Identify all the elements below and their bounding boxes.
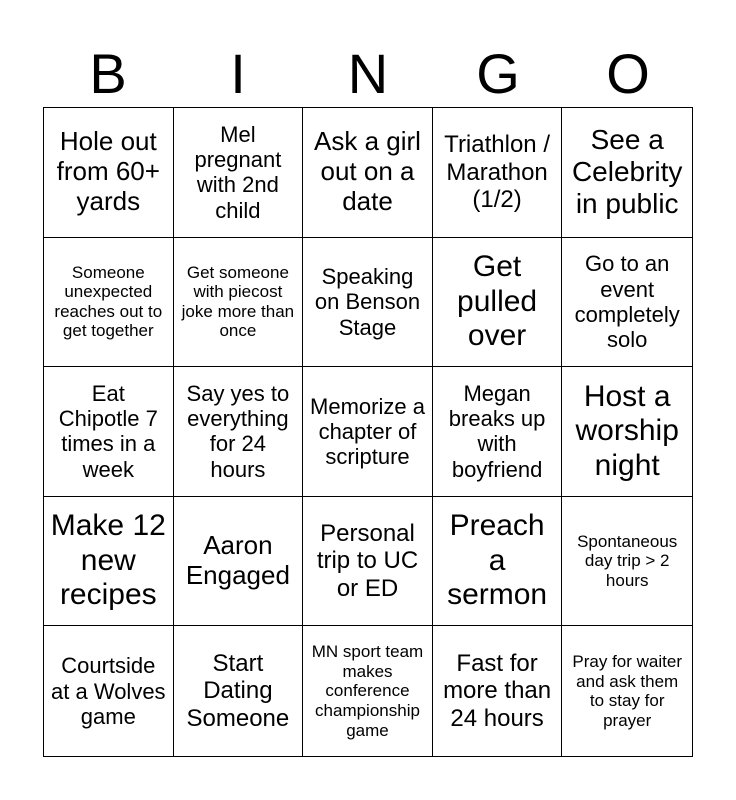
bingo-cell-text: Ask a girl out on a date: [314, 126, 421, 217]
bingo-cell-text: Say yes to everything for 24 hours: [186, 380, 290, 482]
bingo-cell[interactable]: [44, 626, 174, 756]
bingo-cell[interactable]: [174, 626, 304, 756]
bingo-cell-text: Go to an event completely solo: [574, 251, 680, 353]
bingo-cell[interactable]: [44, 108, 174, 238]
bingo-cell-text: Get someone with piecost joke more than once: [181, 262, 295, 341]
bingo-cell[interactable]: [303, 626, 433, 756]
bingo-cell[interactable]: [174, 367, 304, 497]
bingo-header: [43, 40, 693, 108]
bingo-cell[interactable]: [303, 238, 433, 368]
bingo-cell-text: Pray for waiter and ask them to stay for prayer: [572, 652, 682, 730]
bingo-cell-text: Megan breaks up with boyfriend: [448, 380, 546, 482]
bingo-cell-text: Triathlon / Marathon (1/2): [444, 130, 550, 214]
bingo-cell-text: Preach a sermon: [447, 509, 548, 612]
bingo-cell-text: Mel pregnant with 2nd child: [194, 121, 282, 223]
header-letter-o: O: [606, 42, 650, 105]
bingo-cell-text: Get pulled over: [457, 250, 538, 353]
bingo-cell[interactable]: [433, 367, 563, 497]
bingo-cell-text: Aaron Engaged: [185, 530, 290, 591]
header-letter-n: N: [347, 42, 389, 105]
header-letter-g: G: [476, 42, 520, 105]
bingo-cell-text: Personal trip to UC or ED: [316, 519, 419, 602]
bingo-cell[interactable]: [562, 367, 692, 497]
bingo-cell[interactable]: [433, 108, 563, 238]
bingo-cell[interactable]: [44, 238, 174, 368]
bingo-card-grid: [43, 107, 693, 757]
bingo-cell[interactable]: [303, 367, 433, 497]
header-letter-b: B: [89, 42, 127, 105]
bingo-cell-text: See a Celebrity in public: [571, 124, 683, 220]
bingo-cell[interactable]: [44, 497, 174, 627]
bingo-cell[interactable]: [433, 626, 563, 756]
bingo-cell[interactable]: [174, 108, 304, 238]
bingo-cell[interactable]: [562, 626, 692, 756]
bingo-cell[interactable]: [562, 497, 692, 627]
bingo-cell[interactable]: [174, 497, 304, 627]
bingo-cell-text: Host a worship night: [575, 379, 679, 482]
bingo-cell-text: Eat Chipotle 7 times in a week: [58, 380, 158, 482]
bingo-cell-text: Fast for more than 24 hours: [443, 649, 552, 732]
bingo-cell-text: Hole out from 60+ yards: [56, 126, 160, 217]
bingo-cell-text: Start Dating Someone: [186, 649, 290, 732]
bingo-cell[interactable]: [562, 108, 692, 238]
bingo-cell-text: Memorize a chapter of scripture: [310, 393, 425, 470]
bingo-cell[interactable]: [303, 108, 433, 238]
bingo-cell-text: Courtside at a Wolves game: [51, 653, 166, 729]
bingo-cell-text: Spontaneous day trip > 2 hours: [577, 531, 678, 590]
header-letter-i: I: [230, 42, 246, 105]
bingo-cell-text: MN sport team makes conference championship game: [311, 642, 424, 740]
bingo-cell[interactable]: [174, 238, 304, 368]
bingo-cell[interactable]: [433, 497, 563, 627]
bingo-cell-text: Make 12 new recipes: [50, 509, 166, 612]
bingo-cell[interactable]: [562, 238, 692, 368]
bingo-cell-text: Speaking on Benson Stage: [314, 263, 421, 340]
bingo-cell-text: Someone unexpected reaches out to get together: [54, 262, 163, 341]
bingo-cell[interactable]: [44, 367, 174, 497]
bingo-cell[interactable]: [303, 497, 433, 627]
bingo-cell[interactable]: [433, 238, 563, 368]
